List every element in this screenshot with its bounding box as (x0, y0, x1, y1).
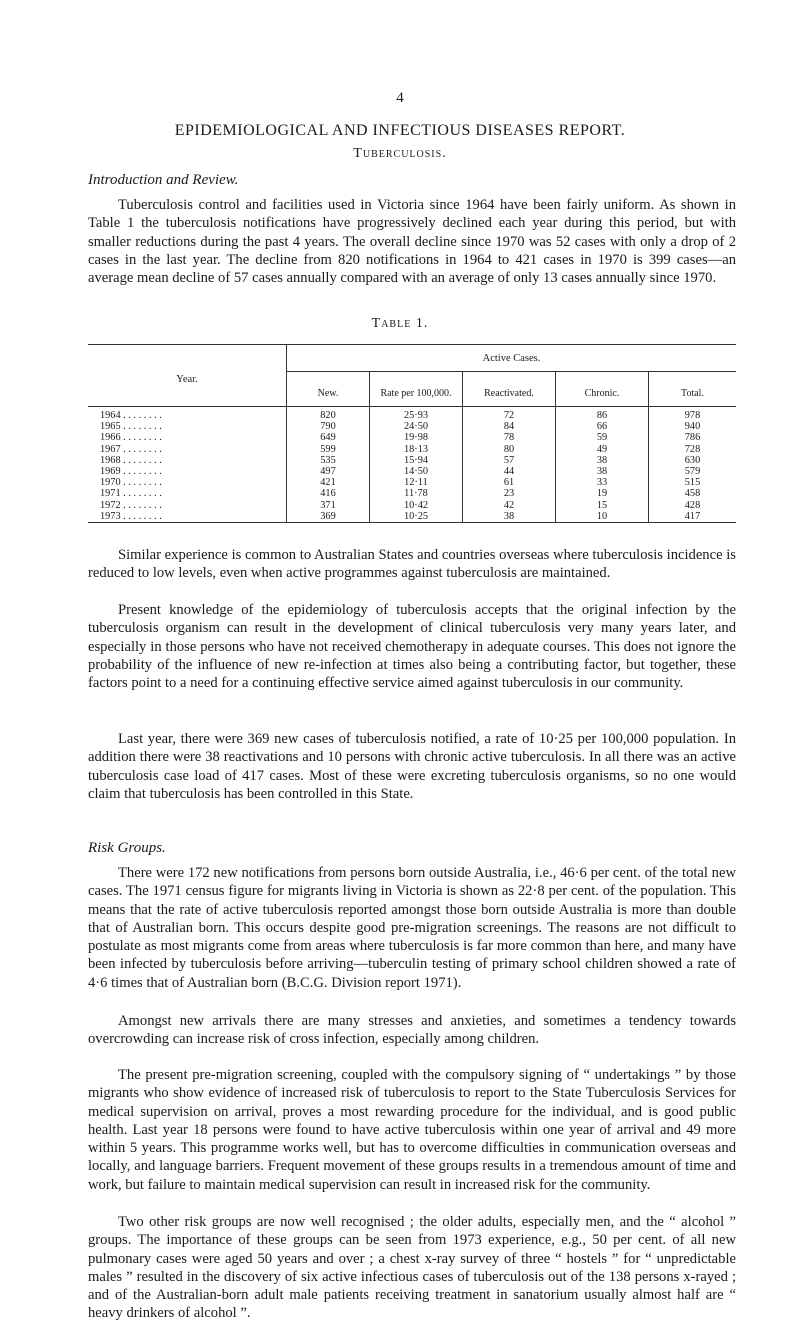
new-cell: 535 (320, 454, 336, 466)
reactivated-cell: 61 (503, 477, 515, 489)
rate-cell: 15·94 (403, 454, 429, 466)
table-row (88, 477, 736, 488)
new-cell: 790 (320, 421, 336, 433)
rate-cell: 18·13 (403, 443, 429, 455)
year-cell: 1969 . . . . . . . . (100, 465, 162, 477)
new-cell: 369 (320, 510, 336, 522)
reactivated-cell: 84 (503, 421, 515, 433)
chronic-cell: 33 (596, 477, 608, 489)
total-cell: 728 (684, 443, 701, 455)
chronic-cell: 66 (596, 421, 608, 433)
year-cell: 1972 . . . . . . . . (100, 499, 162, 511)
rate-cell: 12·11 (404, 477, 428, 489)
table-row (88, 488, 736, 499)
section-title: Tuberculosis. (353, 146, 447, 161)
total-cell: 428 (684, 499, 701, 511)
total-cell: 630 (684, 454, 701, 466)
new-cell: 649 (320, 432, 336, 444)
body-paragraph: The present pre-migration screening, coupled with the compulsory signing of “ undertakings ” by those migrants who show evidence of increased risk of tuberculosis to report to the State Tuberculosis Services for medical supervision on arrival, proves a most rewarding procedure for the individual, and is good public health. Last year 18 persons were found to have active tuberculosis within one year of arrival and 49 more within 5 years. This programme works well, but has to overcome difficulties in communication overseas and locally, and language barriers. Frequent movement of these groups results in a tremendous amount of time and work, but failure to maintain medical supervision can result in increased risk for the community. (88, 1067, 736, 1193)
reactivated-cell: 72 (503, 410, 515, 421)
year-cell: 1968 . . . . . . . . (100, 454, 162, 466)
column-header-reactivated: Reactivated. (484, 388, 534, 399)
rate-cell: 11·78 (404, 488, 428, 500)
chronic-cell: 38 (596, 454, 608, 466)
table-row (88, 444, 736, 455)
table-row (88, 432, 736, 443)
chronic-cell: 38 (596, 465, 608, 477)
chronic-cell: 10 (596, 510, 608, 522)
new-cell: 599 (320, 443, 336, 455)
rate-cell: 24·50 (403, 421, 429, 433)
reactivated-cell: 44 (503, 465, 515, 477)
rate-cell: 25·93 (403, 410, 429, 421)
total-cell: 458 (684, 488, 701, 500)
reactivated-cell: 57 (503, 454, 515, 466)
column-header-rate: Rate per 100,000. (380, 388, 452, 399)
year-cell: 1967 . . . . . . . . (100, 443, 162, 455)
rate-cell: 19·98 (403, 432, 429, 444)
body-paragraph: Present knowledge of the epidemiology of tuberculosis accepts that the original infection by the tuberculosis organism can result in the development of clinical tuberculosis very many years later, and especially in those persons who have not received chemotherapy in adequate courses. This does not ignore the probability of the influence of new re-infection at times also being a contributing factor, but together, these factors point to a need for a continuing effective service aimed against tuberculosis in our community. (88, 602, 736, 692)
reactivated-cell: 38 (503, 510, 515, 522)
table-row (88, 500, 736, 511)
reactivated-cell: 42 (503, 499, 515, 511)
rate-cell: 10·42 (403, 499, 429, 511)
table-row (88, 511, 736, 522)
chronic-cell: 59 (596, 432, 608, 444)
chronic-cell: 15 (596, 499, 608, 511)
table-title: Table 1. (371, 316, 429, 331)
rate-cell: 14·50 (403, 465, 429, 477)
new-cell: 421 (320, 477, 336, 489)
column-header-chronic: Chronic. (584, 388, 620, 399)
table-top-rule (88, 344, 736, 345)
total-cell: 417 (684, 510, 701, 522)
chronic-cell: 86 (596, 410, 608, 421)
year-cell: 1964 . . . . . . . . (100, 410, 162, 421)
year-cell: 1965 . . . . . . . . (100, 421, 162, 433)
chronic-cell: 49 (596, 443, 608, 455)
total-cell: 978 (684, 410, 701, 421)
active-cases-header: Active Cases. (482, 353, 541, 364)
reactivated-cell: 78 (503, 432, 515, 444)
header-bottom-rule (88, 406, 736, 407)
new-cell: 820 (320, 410, 336, 421)
table-row (88, 466, 736, 477)
body-paragraph: Last year, there were 369 new cases of tuberculosis notified, a rate of 10·25 per 100,000 population. In addition there were 38 reactivations and 10 persons with chronic active tuberculosis. In all there was an active tuberculosis case load of 417 cases. Most of these were excreting tuberculosis organisms, so no one would claim that tuberculosis has been controlled in this State. (88, 731, 736, 802)
body-paragraph: Two other risk groups are now well recognised ; the older adults, especially men, and the “ alcohol ” groups. The importance of these groups can be seen from 1973 experience, e.g., 50 per cent. of all new pulmonary cases were aged 50 years and over ; a chest x-ray survey of three “ hostels ” for “ unpredictable males ” resulted in the discovery of six active infectious cases of tuberculosis out of the 138 persons x-rayed ; and of the Australian-born adult male patients receiving treatment in sanatorium usually almost half are “ heavy drinkers of alcohol ”. (88, 1214, 736, 1322)
column-header-new: New. (317, 388, 339, 399)
intro-paragraph: Tuberculosis control and facilities used in Victoria since 1964 have been fairly uniform. As shown in Table 1 the tuberculosis notifications have progressively declined each year during this period, but with smaller reductions during the past 4 years. The overall decline since 1970 was 52 cases with only a drop of 2 cases in the last year. The decline from 820 notifications in 1964 to 421 cases in 1970 is 399 cases—an average mean decline of 57 cases annually compared with an average of only 13 cases annually since 1970. (88, 197, 736, 287)
body-paragraph: There were 172 new notifications from persons born outside Australia, i.e., 46·6 per cent. of the total new cases. The 1971 census figure for migrants living in Victoria is shown as 22·8 per cent. of the population. This means that the rate of active tuberculosis reported amongst those born outside Australia is more than double that of Australian born. This occurs despite good pre-migration screenings. The reasons are not difficult to postulate as most migrants come from areas where tuberculosis is far more common than here, and many have been infected by tuberculosis before arriving—tuberculin testing of primary school children showed a rate of 4·6 times that of Australian born (B.C.G. Division report 1971). (88, 865, 736, 991)
page-number: 4 (396, 90, 404, 106)
year-cell: 1971 . . . . . . . . (100, 488, 162, 500)
body-paragraph: Similar experience is common to Australian States and countries overseas where tuberculosis incidence is reduced to low levels, even when active programmes against tuberculosis are maintained. (88, 547, 736, 582)
reactivated-cell: 80 (503, 443, 515, 455)
rate-cell: 10·25 (403, 510, 429, 522)
table-row (88, 421, 736, 432)
total-cell: 515 (684, 477, 701, 489)
new-cell: 371 (320, 499, 336, 511)
risk-groups-heading: Risk Groups. (88, 840, 166, 856)
column-header-total: Total. (681, 388, 704, 399)
total-cell: 786 (684, 432, 701, 444)
reactivated-cell: 23 (503, 488, 515, 500)
table-row (88, 455, 736, 466)
body-paragraph: Amongst new arrivals there are many stresses and anxieties, and sometimes a tendency towards overcrowding can increase risk of cross infection, especially among children. (88, 1013, 736, 1048)
report-title: EPIDEMIOLOGICAL AND INFECTIOUS DISEASES REPORT. (174, 122, 626, 139)
year-column-header: Year. (176, 374, 198, 385)
table-bottom-rule (88, 522, 736, 523)
header-mid-rule (287, 371, 736, 372)
total-cell: 579 (684, 465, 701, 477)
intro-heading: Introduction and Review. (88, 172, 239, 188)
year-cell: 1966 . . . . . . . . (100, 432, 162, 444)
total-cell: 940 (684, 421, 701, 433)
new-cell: 416 (320, 488, 336, 500)
new-cell: 497 (320, 465, 336, 477)
table-body (88, 410, 736, 522)
table-row (88, 410, 736, 421)
year-cell: 1970 . . . . . . . . (100, 477, 162, 489)
year-cell: 1973 . . . . . . . . (100, 510, 162, 522)
chronic-cell: 19 (596, 488, 608, 500)
